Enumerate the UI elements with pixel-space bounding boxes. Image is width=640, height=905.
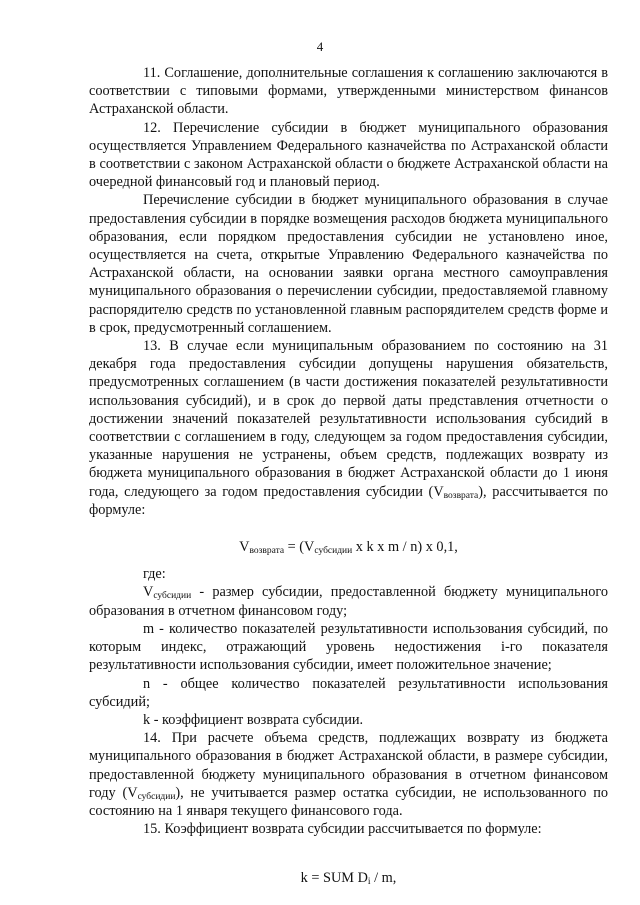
- paragraph-13-text: 13. В случае если муниципальным образованием по состоянию на 31 декабря года предоставления субсидии допущены нарушения обязательств, предусмотренных соглашением (в части достижения показателей результативности использования субсидий), и в срок до первой даты представления отчетности о достижении значений показателей результативности использования субсидий в соответствии с соглашением в году, следующем за годом предоставления субсидии, указанные нарушения не устранены, объем средств, подлежащих возврату из бюджета муниципального образования в бюджет Астраханской области до 1 июня года, следующего за годом предоставления субсидии (V: [89, 338, 608, 500]
- paragraph-14: [89, 729, 608, 820]
- paragraph-14-subscript: субсидии: [137, 791, 176, 802]
- definition-k: k - коэффициент возврата субсидии.: [143, 711, 364, 728]
- paragraph-11: 11. Соглашение, дополнительные соглашения к соглашению заключаются в соответствии с типовыми формами, утвержденными министерством финансов Астраханской области.: [89, 65, 608, 118]
- formula-refund-mid: = (V: [284, 539, 315, 556]
- paragraph-14-text: 14. При расчете объема средств, подлежащих возврату из бюджета муниципального образования в бюджет Астраханской области, в размере субсидии, предоставленной бюджету муниципального образования в отчетном финансовом году (V: [89, 730, 608, 801]
- definition-v-symbol: V: [143, 584, 154, 601]
- paragraph-14-tail: ), не учитывается размер остатка субсидии, не использованного по состоянию на 1 января текущего финансового года.: [89, 784, 608, 819]
- formula-refund-lhs-subscript: возврата: [249, 546, 285, 557]
- definition-v-subsidy: [89, 583, 608, 619]
- definition-v-text: - размер субсидии, предоставленной бюджету муниципального образования в отчетном финансовом году;: [89, 584, 608, 619]
- formula-coefficient: [89, 869, 608, 887]
- formula-refund-rhs: x k x m / n) x 0,1,: [352, 539, 458, 556]
- paragraph-13-tail: ), рассчитывается по формуле:: [89, 483, 608, 518]
- paragraph-15: 15. Коэффициент возврата субсидии рассчитывается по формуле:: [143, 821, 542, 838]
- definition-m: m - количество показателей результативности использования субсидий, по которым индекс, отражающий уровень недостижения i-го показателя результативности использования субсидии, имеет положительное значение;: [89, 620, 608, 674]
- formula-coefficient-rhs: / m,: [370, 870, 397, 887]
- formula-refund-lhs: V: [239, 539, 250, 556]
- paragraph-13-subscript: возврата: [443, 490, 479, 501]
- formula-refund-mid-subscript: субсидии: [314, 546, 353, 557]
- formula-coefficient-subscript: i: [367, 877, 371, 888]
- paragraph-12-transfer: Перечисление субсидии в бюджет муниципального образования в случае предоставления субсидии в порядке возмещения расходов бюджета муниципального образования, если порядком предоставления субсидии не установлено иное, осуществляется на счета, открытые Управлению Федерального казначейства по Астраханской области, на основании заявки органа местного самоуправления муниципального образования о перечислении субсидии, предоставляемой главному распорядителю средств по установленной главным распорядителем средств форме и в срок, предусмотренный соглашением.: [89, 192, 608, 336]
- formula-coefficient-lhs: k = SUM D: [300, 870, 368, 887]
- paragraph-12: 12. Перечисление субсидии в бюджет муниципального образования осуществляется Управлением Федерального казначейства по Астраханской области в соответствии с законом Астраханской области о бюджете Астраханской области на очередной финансовый год и плановый период.: [89, 119, 608, 191]
- formula-refund: [89, 538, 608, 556]
- document-body: [89, 64, 608, 888]
- where-label: где:: [143, 566, 166, 583]
- page-number: 4: [316, 39, 324, 54]
- definition-n: n - общее количество показателей результативности использования субсидий;: [89, 675, 608, 710]
- definition-v-subscript: субсидии: [153, 591, 192, 602]
- paragraph-13: [89, 337, 608, 519]
